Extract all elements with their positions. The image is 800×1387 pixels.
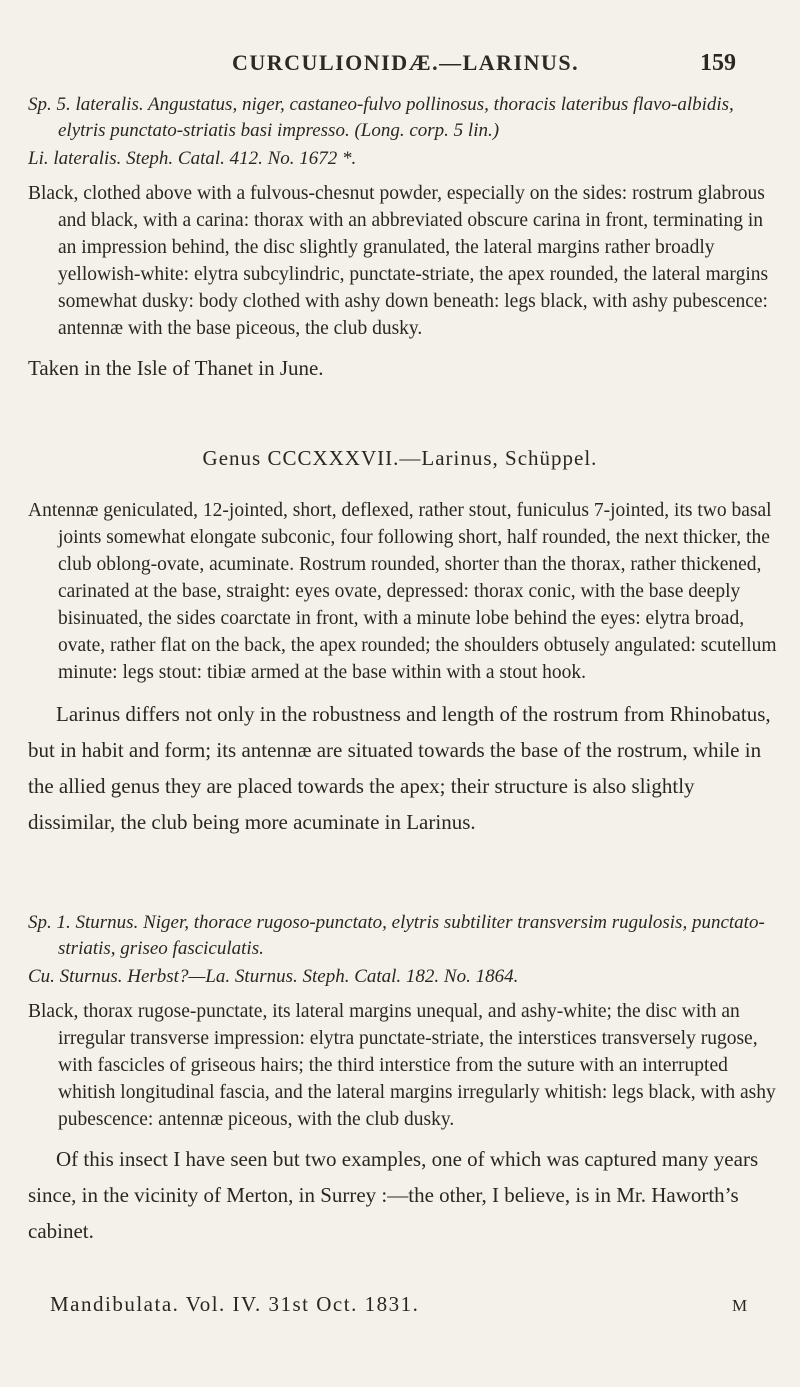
running-title: CURCULIONIDÆ.—LARINUS. [232,50,580,75]
genus-remarks: Larinus differs not only in the robustness and length of the rostrum from Rhinobatus, but in habit and form; its antennæ are situated towards the base of the rostrum, while in the allied genus they are placed towards the apex; their structure is also slightly dissimilar, the club being more acuminate in Larinus. [28,702,771,834]
species-lateralis-entry [28,92,778,386]
species-diagnosis: Sp. 1. Sturnus. Niger, thorace rugoso-punctato, elytris subtiliter transversim rugulosis, punctato-striatis, griseo fasciculatis. [28,912,765,959]
page-number: 159 [700,50,736,76]
running-header [0,50,800,80]
species-description: Black, thorax rugose-punctate, its lateral margins unequal, and ashy-white; the disc with an irregular transverse impression: elytra punctate-striate, the interstices transversely rugose, with fascicles of griseous hairs; the third interstice from the suture with an interrupted whitish longitudinal fascia, and the lateral margins irregularly whitish: legs black, with ashy pubescence: antennæ piceous, with the club dusky. [28,1001,776,1130]
species-locality: Taken in the Isle of Thanet in June. [28,356,324,380]
species-diagnosis: Sp. 5. lateralis. Angustatus, niger, castaneo-fulvo pollinosus, thoracis lateribus flavo-albidis, elytris punctato-striatis basi impresso. (Long. corp. 5 lin.) [28,94,734,141]
species-synonym: Cu. Sturnus. Herbst?—La. Sturnus. Steph. Catal. 182. No. 1864. [28,966,519,987]
genus-description: Antennæ geniculated, 12-jointed, short, deflexed, rather stout, funiculus 7-jointed, its two basal joints somewhat elongate subconic, four following short, half rounded, the next thicker, the club oblong-ovate, acuminate. Rostrum rounded, shorter than the thorax, rather thickened, carinated at the base, straight: eyes ovate, depressed: thorax conic, with the base deeply bisinuated, the sides coarctate in front, with a minute lobe behind the eyes: elytra broad, ovate, rather flat on the back, the apex rounded; the shoulders obtusely angulated: scutellum minute: legs stout: tibiæ armed at the base within with a stout hook. [28,500,777,683]
signature-line [50,1292,770,1322]
genus-heading: Genus CCCXXXVII.—Larinus, Schüppel. [202,446,598,470]
species-description: Black, clothed above with a fulvous-chesnut powder, especially on the sides: rostrum glabrous and black, with a carina: thorax with an abbreviated obscure carina in front, terminating in an impression behind, the disc slightly granulated, the lateral margins rather broadly yellowish-white: elytra subcylindric, punctate-striate, the apex rounded, the lateral margins somewhat dusky: body clothed with ashy down beneath: legs black, with ashy pubescence: antennæ with the base piceous, the club dusky. [28,183,769,339]
species-sturnus-entry [28,910,778,1249]
species-remarks: Of this insect I have seen but two examples, one of which was captured many years since, in the vicinity of Merton, in Surrey :—the other, I believe, is in Mr. Haworth’s cabinet. [28,1147,759,1243]
species-synonym: Li. lateralis. Steph. Catal. 412. No. 1672 *. [28,148,357,169]
signature: Mandibulata. Vol. IV. 31st Oct. 1831. [50,1292,420,1316]
genus-entry [28,497,778,840]
signature-mark: M [732,1296,749,1315]
